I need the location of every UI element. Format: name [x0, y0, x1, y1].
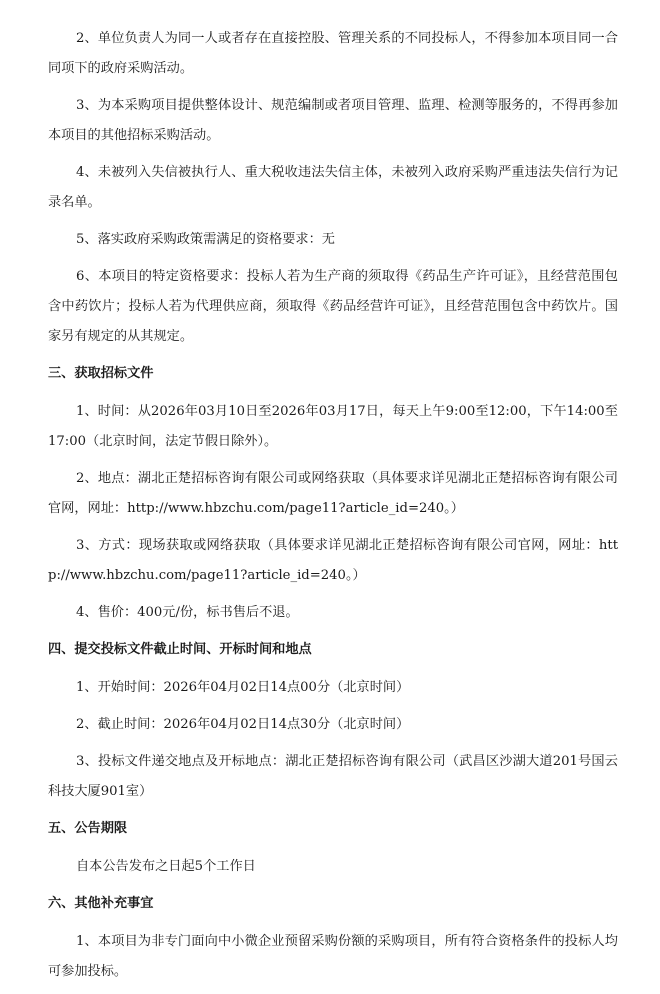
qualification-item-6: 6、本项目的特定资格要求：投标人若为生产商的须取得《药品生产许可证》，且经营范围包含中药饮片；投标人若为代理供应商，须取得《药品经营许可证》，且经营范围包含中药饮片。国家另有规定的从其规定。 [48, 269, 618, 344]
obtain-price: 4、售价：400元/份，标书售后不退。 [76, 605, 299, 620]
obtain-method: 3、方式：现场获取或网络获取（具体要求详见湖北正楚招标咨询有限公司官网，网址：http://www.hbzchu.com/page11?article_id=240。） [48, 538, 618, 583]
qualification-item-4: 4、未被列入失信被执行人、重大税收违法失信主体，未被列入政府采购严重违法失信行为记录名单。 [48, 165, 618, 210]
section-heading-notice-period: 五、公告期限 [48, 821, 128, 836]
qualification-item-2: 2、单位负责人为同一人或者存在直接控股、管理关系的不同投标人，不得参加本项目同一合同项下的政府采购活动。 [48, 31, 618, 76]
qualification-item-5: 5、落实政府采购政策需满足的资格要求：无 [76, 232, 335, 247]
qualification-item-3: 3、为本采购项目提供整体设计、规范编制或者项目管理、监理、检测等服务的，不得再参加本项目的其他招标采购活动。 [48, 98, 618, 143]
section-heading-obtain-documents: 三、获取招标文件 [48, 366, 154, 381]
section-heading-submission: 四、提交投标文件截止时间、开标时间和地点 [48, 642, 312, 657]
obtain-time: 1、时间：从2026年03月10日至2026年03月17日，每天上午9:00至12:00，下午14:00至17:00（北京时间，法定节假日除外）。 [48, 404, 618, 449]
submission-location: 3、投标文件递交地点及开标地点：湖北正楚招标咨询有限公司（武昌区沙湖大道201号国云科技大厦901室） [48, 754, 618, 799]
notice-period-text: 自本公告发布之日起5个工作日 [76, 859, 256, 874]
section-heading-supplementary: 六、其他补充事宜 [48, 896, 154, 911]
supplementary-item-1: 1、本项目为非专门面向中小微企业预留采购份额的采购项目，所有符合资格条件的投标人均可参加投标。 [48, 934, 618, 979]
obtain-location: 2、地点：湖北正楚招标咨询有限公司或网络获取（具体要求详见湖北正楚招标咨询有限公司官网，网址：http://www.hbzchu.com/page11?article_id=240。） [48, 471, 618, 516]
submission-deadline: 2、截止时间：2026年04月02日14点30分（北京时间） [76, 717, 410, 732]
submission-start-time: 1、开始时间：2026年04月02日14点00分（北京时间） [76, 680, 410, 695]
document-page [48, 24, 618, 994]
